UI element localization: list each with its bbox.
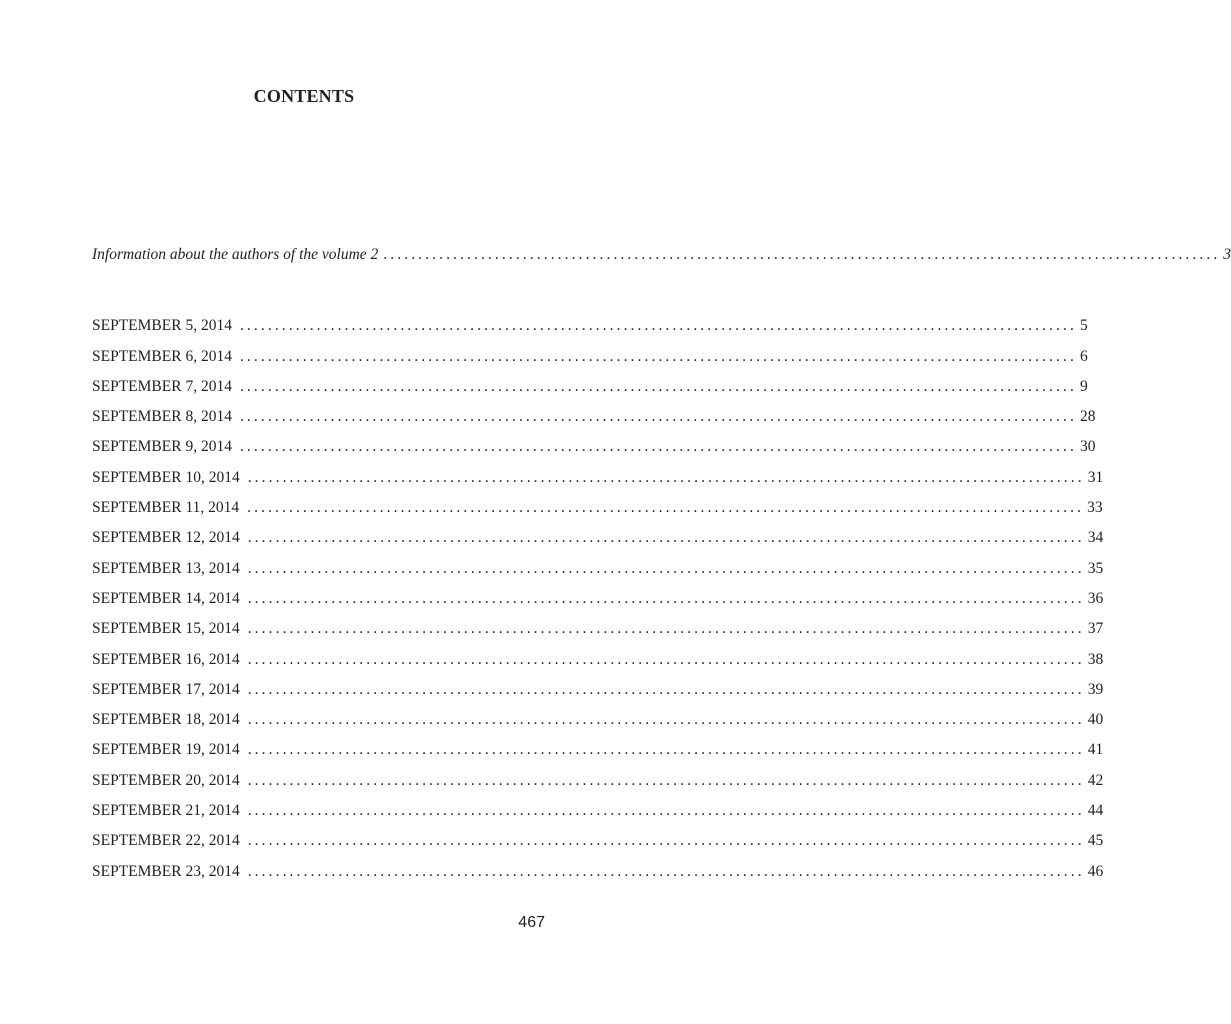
toc-entry-page: 36 xyxy=(1087,589,1104,607)
dot-leader: ........................................................................................................................ xyxy=(239,317,1077,335)
toc-entry-page: 34 xyxy=(1087,529,1104,547)
toc-entry[interactable] xyxy=(92,347,1088,378)
dot-leader: ........................................................................................................................ xyxy=(239,347,1077,365)
toc-entry-label: SEPTEMBER 6, 2014 xyxy=(92,347,232,365)
toc-entry-label: SEPTEMBER 20, 2014 xyxy=(92,771,240,789)
dot-leader: ........................................................................................................................ xyxy=(247,589,1085,607)
toc-entry-page: 31 xyxy=(1087,468,1104,486)
toc-entry-page: 38 xyxy=(1087,650,1104,668)
dot-leader: ........................................................................................................................ xyxy=(247,650,1085,668)
toc-entry-label: SEPTEMBER 13, 2014 xyxy=(92,559,240,577)
toc-entry-label: SEPTEMBER 22, 2014 xyxy=(92,832,240,850)
toc-entry[interactable] xyxy=(92,711,1104,741)
toc-entry[interactable] xyxy=(92,529,1104,559)
toc-entry-page: 40 xyxy=(1087,711,1104,729)
dot-leader: ........................................................................................................................ xyxy=(247,802,1085,820)
toc-entry-label: SEPTEMBER 18, 2014 xyxy=(92,711,240,729)
page-number: 467 xyxy=(518,914,545,931)
toc-entry[interactable] xyxy=(92,741,1104,771)
toc-entry-page: 41 xyxy=(1087,741,1104,759)
toc-entry[interactable] xyxy=(92,620,1104,650)
toc-entry-page: 46 xyxy=(1087,862,1104,880)
toc-entry-page: 39 xyxy=(1087,680,1104,698)
dot-leader: ........................................................................................................................ xyxy=(247,862,1085,880)
dot-leader: ........................................................................................................................ xyxy=(239,408,1077,426)
toc-entry-page: 5 xyxy=(1079,317,1088,335)
toc-entry-label: Information about the authors of the volume 2 xyxy=(92,246,379,263)
toc-entry[interactable] xyxy=(92,317,1088,347)
toc-entry[interactable] xyxy=(92,862,1104,893)
toc-entry[interactable] xyxy=(92,377,1088,408)
toc-entry-label: SEPTEMBER 16, 2014 xyxy=(92,650,240,668)
dot-leader: ........................................................................................................................ xyxy=(247,711,1085,729)
toc-entry-label: SEPTEMBER 10, 2014 xyxy=(92,468,240,486)
dot-leader: ........................................................................................................................ xyxy=(239,438,1077,456)
toc-entry-label: SEPTEMBER 5, 2014 xyxy=(92,317,232,335)
dot-leader: ........................................................................................................................ xyxy=(247,468,1085,486)
table-of-contents xyxy=(92,246,1231,893)
toc-entry-label: SEPTEMBER 15, 2014 xyxy=(92,620,240,638)
toc-entry-authors-info[interactable] xyxy=(92,246,1231,276)
toc-entry-page: 44 xyxy=(1087,802,1104,820)
toc-entry[interactable] xyxy=(92,771,1104,802)
toc-entry-page: 30 xyxy=(1079,438,1096,456)
toc-entry[interactable] xyxy=(92,680,1104,711)
toc-entry-page: 45 xyxy=(1087,832,1104,850)
dot-leader: ........................................................................................................................ xyxy=(247,620,1085,638)
toc-entry-page: 3 xyxy=(1223,246,1231,263)
toc-entry[interactable] xyxy=(92,650,1104,681)
toc-entry-page: 9 xyxy=(1079,377,1088,395)
dot-leader: ........................................................................................................................ xyxy=(247,559,1085,577)
dot-leader: ........................................................................................................................ xyxy=(247,771,1085,789)
page-title: CONTENTS xyxy=(253,86,355,106)
toc-entry[interactable] xyxy=(92,559,1104,590)
toc-entry-page: 42 xyxy=(1087,771,1104,789)
toc-entry[interactable] xyxy=(92,832,1104,862)
toc-entry-page: 37 xyxy=(1087,620,1104,638)
toc-entry-page: 33 xyxy=(1087,499,1103,517)
toc-entry-label: SEPTEMBER 19, 2014 xyxy=(92,741,240,759)
dot-leader: ........................................................................................................................ xyxy=(247,499,1085,517)
toc-entry-label: SEPTEMBER 7, 2014 xyxy=(92,377,232,395)
toc-entry-label: SEPTEMBER 8, 2014 xyxy=(92,408,232,426)
dot-leader: ........................................................................................................................ xyxy=(247,680,1085,698)
toc-entry-label: SEPTEMBER 9, 2014 xyxy=(92,438,232,456)
toc-entry-label: SEPTEMBER 11, 2014 xyxy=(92,499,240,517)
toc-entry-label: SEPTEMBER 17, 2014 xyxy=(92,680,240,698)
dot-leader: ........................................................................................................................ xyxy=(247,832,1085,850)
dot-leader: ........................................................................................................................ xyxy=(247,741,1085,759)
toc-entry-label: SEPTEMBER 14, 2014 xyxy=(92,589,240,607)
toc-entry[interactable] xyxy=(92,802,1104,832)
toc-entry[interactable] xyxy=(92,589,1104,620)
toc-entry-page: 35 xyxy=(1087,559,1104,577)
toc-entry[interactable] xyxy=(92,408,1096,438)
toc-entry-label: SEPTEMBER 21, 2014 xyxy=(92,802,240,820)
toc-entry-label: SEPTEMBER 23, 2014 xyxy=(92,862,240,880)
dot-leader: ........................................................................................................................ xyxy=(239,377,1077,395)
toc-entry-page: 28 xyxy=(1079,408,1096,426)
toc-entry[interactable] xyxy=(92,499,1103,529)
toc-entry-label: SEPTEMBER 12, 2014 xyxy=(92,529,240,547)
toc-entry[interactable] xyxy=(92,468,1104,499)
dot-leader: ........................................................................................................................ xyxy=(383,246,1221,263)
toc-entry-page: 6 xyxy=(1079,347,1088,365)
toc-entry[interactable] xyxy=(92,438,1096,468)
dot-leader: ........................................................................................................................ xyxy=(247,529,1085,547)
